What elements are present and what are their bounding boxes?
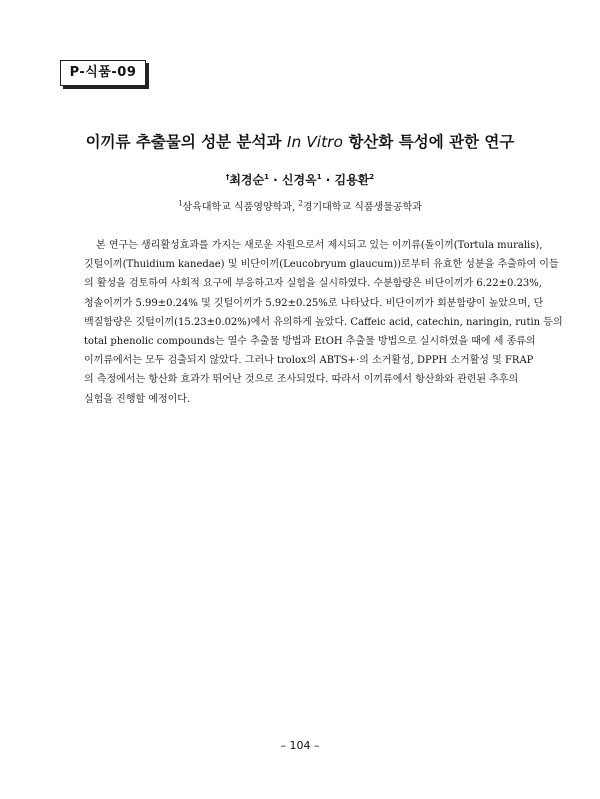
abstract-line: total phenolic compounds는 열수 추출물 방법과 EtOH 추출물 방법으로 실시하였을 때에 세 종류의 bbox=[84, 335, 536, 347]
affiliation-2: 경기대학교 식품생물공학과 bbox=[302, 202, 422, 213]
author-3-affiliation: 2 bbox=[369, 173, 375, 181]
abstract-line: 청솔이끼가 5.99±0.24% 및 깃털이끼가 5.92±0.25%로 나타났다. 비단이끼가 회분함량이 높았으며, 단 bbox=[84, 297, 544, 309]
abstract-line: 실험을 진행할 예정이다. bbox=[84, 393, 191, 405]
abstract-line: 깃털이끼(Thuidium kanedae) 및 비단이끼(Leucobryum glaucum))로부터 유효한 성분을 추출하여 이들 bbox=[84, 259, 559, 271]
author-1-affiliation: 1 bbox=[264, 173, 269, 181]
session-code-box: P-식품-09 bbox=[60, 60, 146, 86]
abstract-line: 의 측정에서는 항산화 효과가 뛰어난 것으로 조사되었다. 따라서 이끼류에서 항산화와 관련된 추후의 bbox=[84, 374, 519, 386]
page-number: – 104 – bbox=[280, 739, 320, 752]
affiliation-1-number: 1 bbox=[178, 199, 183, 208]
abstract-line: 의 활성을 검토하여 사회적 요구에 부응하고자 실험을 실시하였다. 수분함량은 비단이끼가 6.22±0.23%, bbox=[84, 278, 542, 290]
author-separator: · bbox=[269, 173, 282, 187]
author-3: 김용환 bbox=[334, 173, 370, 187]
abstract-body bbox=[84, 236, 563, 409]
title-italic-term: In Vitro bbox=[286, 133, 344, 151]
abstract-line: 본 연구는 생리활성효과를 가지는 새로운 자원으로서 제시되고 있는 이끼류(돌이끼(Tortula muralis), bbox=[96, 240, 543, 251]
paper-title bbox=[0, 130, 600, 152]
affiliation-2-number: 2 bbox=[298, 199, 303, 208]
title-part-2: 항산화 특성에 관한 연구 bbox=[343, 133, 515, 151]
abstract-line: 이끼류에서는 모두 검출되지 않았다. 그러나 trolox의 ABTS+·의 소거활성, DPPH 소거활성 및 FRAP bbox=[84, 355, 534, 367]
author-separator: · bbox=[321, 173, 335, 187]
author-2-affiliation: 1 bbox=[316, 173, 322, 181]
author-2: 신경옥 bbox=[281, 173, 317, 187]
affiliation-line bbox=[0, 198, 600, 213]
author-list bbox=[0, 171, 600, 188]
abstract-line: 백질함량은 깃털이끼(15.23±0.02%)에서 유의하게 높았다. Caffeic acid, catechin, naringin, rutin 등의 bbox=[84, 316, 563, 328]
corresponding-author-mark: † bbox=[225, 173, 230, 181]
title-part-1: 이끼류 추출물의 성분 분석과 bbox=[85, 133, 287, 151]
author-1: 최경순 bbox=[229, 173, 265, 187]
affiliation-1: 삼육대학교 식품영양학과, bbox=[182, 202, 299, 213]
